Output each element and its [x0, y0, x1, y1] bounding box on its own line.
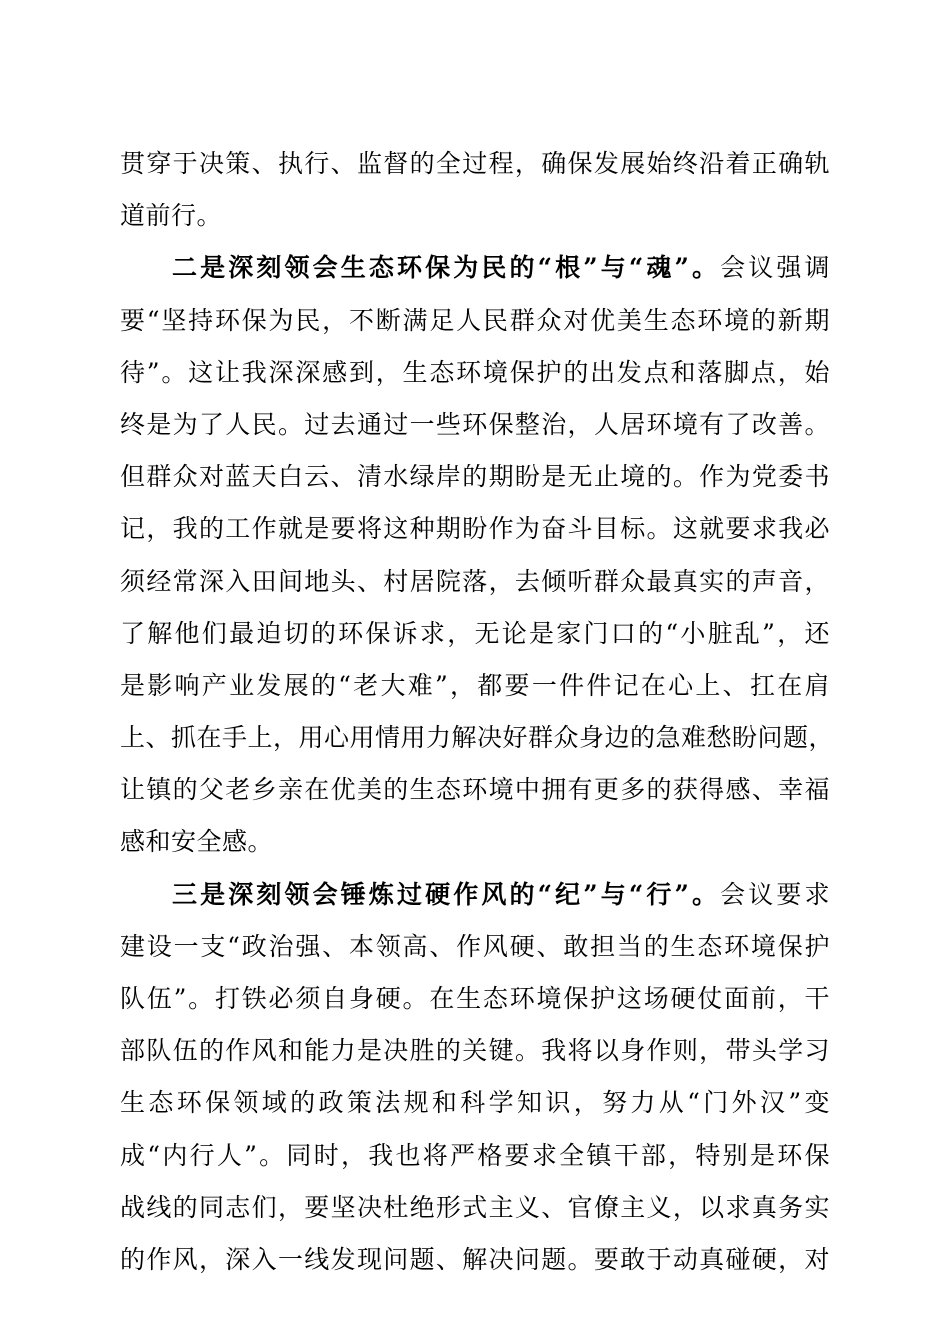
paragraph-3-line-1: [120, 869, 830, 921]
paragraph-2-line-3: 待”。这让我深深感到，生态环境保护的出发点和落脚点，始: [120, 357, 830, 387]
paragraph-2-line-1-text: 会议强调: [720, 253, 830, 283]
paragraph-2-line-5: 但群众对蓝天白云、清水绿岸的期盼是无止境的。作为党委书: [120, 462, 830, 492]
paragraph-2-line-11: 让镇的父老乡亲在优美的生态环境中拥有更多的获得感、幸福: [120, 775, 830, 805]
paragraph-3-line-5: 生态环保领域的政策法规和科学知识，努力从“门外汉”变: [120, 1088, 830, 1118]
paragraph-2-lead: 二是深刻领会生态环保为民的“根”与“魂”。: [172, 253, 721, 283]
paragraph-3-line-8: 的作风，深入一线发现问题、解决问题。要敢于动真碰硬，对: [120, 1244, 830, 1274]
paragraph-3-lead: 三是深刻领会锤炼过硬作风的“纪”与“行”。: [172, 879, 721, 909]
paragraph-2-line-7: 须经常深入田间地头、村居院落，去倾听群众最真实的声音，: [120, 566, 830, 596]
paragraph-2-line-1: [120, 242, 830, 294]
paragraph-2-line-8: 了解他们最迫切的环保诉求，无论是家门口的“小脏乱”，还: [120, 618, 830, 648]
paragraph-2-line-10: 上、抓在手上，用心用情用力解决好群众身边的急难愁盼问题，: [120, 723, 835, 753]
paragraph-3-line-6: 成“内行人”。同时，我也将严格要求全镇干部，特别是环保: [120, 1140, 830, 1170]
paragraph-3-line-1-text: 会议要求: [720, 879, 830, 909]
paragraph-1-line-2: 道前行。: [120, 201, 223, 231]
paragraph-2-line-4: 终是为了人民。过去通过一些环保整治，人居环境有了改善。: [120, 409, 830, 439]
paragraph-2-line-12: 感和安全感。: [120, 827, 274, 857]
document-body: [120, 138, 835, 1286]
paragraph-2-line-6: 记，我的工作就是要将这种期盼作为奋斗目标。这就要求我必: [120, 514, 830, 544]
paragraph-3-line-2: 建设一支“政治强、本领高、作风硬、敢担当的生态环境保护: [120, 931, 830, 961]
paragraph-3-line-4: 部队伍的作风和能力是决胜的关键。我将以身作则，带头学习: [120, 1036, 830, 1066]
paragraph-2-line-9: 是影响产业发展的“老大难”，都要一件件记在心上、扛在肩: [120, 670, 830, 700]
paragraph-3-line-3: 队伍”。打铁必须自身硬。在生态环境保护这场硬仗面前，干: [120, 984, 830, 1013]
paragraph-1-line-1: 贯穿于决策、执行、监督的全过程，确保发展始终沿着正确轨: [120, 149, 830, 178]
paragraph-3-line-7: 战线的同志们，要坚决杜绝形式主义、官僚主义，以求真务实: [120, 1192, 830, 1222]
paragraph-2-line-2: 要“坚持环保为民，不断满足人民群众对优美生态环境的新期: [120, 305, 830, 335]
